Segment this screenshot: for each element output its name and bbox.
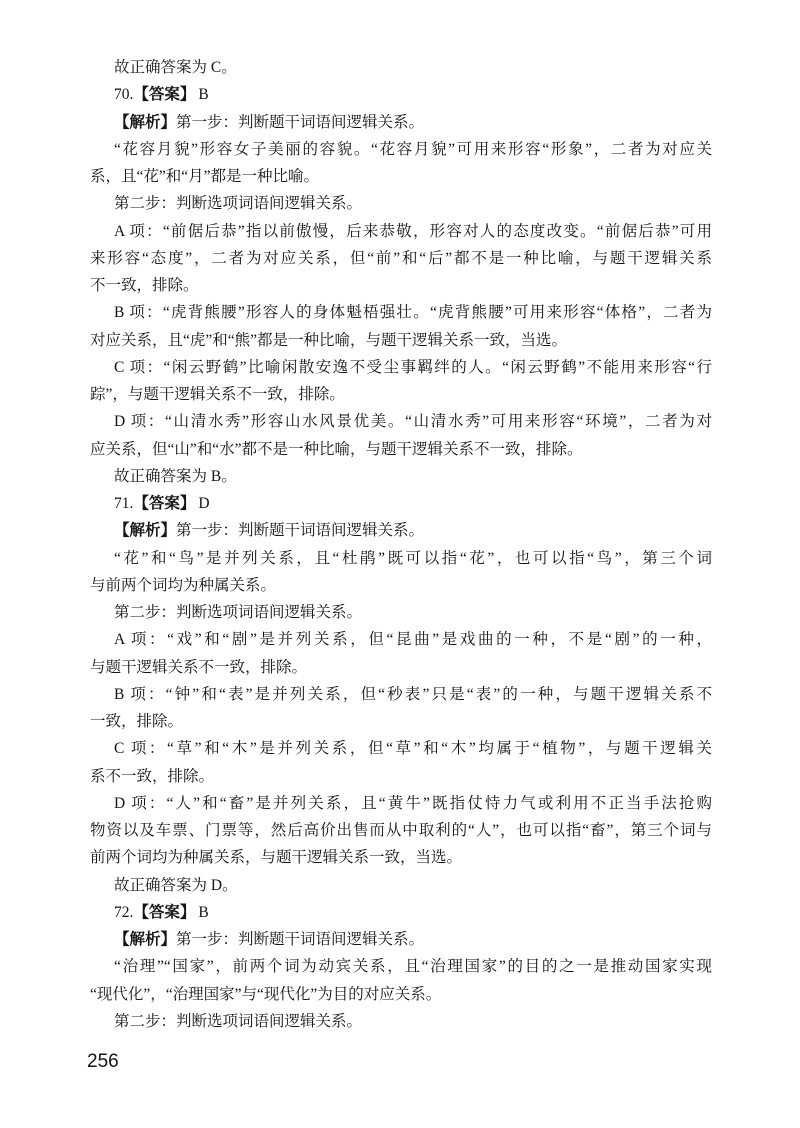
text-line: A 项：“戏”和“剧”是并列关系，但“昆曲”是戏曲的一种，不是“剧”的一种， [114, 631, 712, 649]
text-line: 第二步：判断选项词语间逻辑关系。 [114, 604, 363, 621]
text-line: 系，且“花”和“月”都是一种比喻。 [90, 168, 320, 185]
document-page [90, 54, 712, 1035]
analysis-tag: 【解析】 [114, 522, 177, 540]
text-line: B 项：“虎背熊腰”形容人的身体魁梧强壮。“虎背熊腰”可用来形容“体格”，二者为 [114, 304, 712, 322]
question-number: 71. [114, 495, 134, 512]
answer-value: B [198, 86, 209, 104]
text-line: 前两个词均为种属关系，与题干逻辑关系一致，当选。 [90, 849, 463, 867]
text-line: “现代化”，“治理国家”与“现代化”为目的对应关系。 [90, 985, 442, 1003]
question-number: 72. [114, 903, 134, 921]
conclusion-line: 故正确答案为 D。 [114, 876, 238, 894]
answer-tag: 【答案】 [133, 86, 196, 104]
analysis-tag: 【解析】 [114, 113, 177, 131]
question-number: 70. [114, 86, 134, 104]
answer-value: D [198, 495, 210, 512]
text-line: 来形容“态度”，二者为对应关系，但“前”和“后”都不是一种比喻，与题干逻辑关系 [90, 249, 712, 267]
analysis-heading [90, 517, 712, 544]
text-line: D 项：“人”和“畜”是并列关系，且“黄牛”既指仗恃力气或利用不正当手法抢购 [114, 794, 712, 812]
text-line: “花容月貌”形容女子美丽的容貌。“花容月貌”可用来形容“形象”，二者为对应关 [114, 140, 712, 158]
analysis-step: 第一步：判断题干词语间逻辑关系。 [176, 522, 425, 540]
text-line: 第二步：判断选项词语间逻辑关系。 [114, 195, 363, 213]
text-line: 第二步：判断选项词语间逻辑关系。 [114, 1012, 363, 1030]
text-line: 对应关系，且“虎”和“熊”都是一种比喻，与题干逻辑关系一致，当选。 [90, 331, 568, 349]
analysis-step: 第一步：判断题干词语间逻辑关系。 [176, 113, 425, 131]
text-line: 一致，排除。 [90, 713, 184, 730]
text-line: “治理”“国家”，前两个词为动宾关系，且“治理国家”的目的之一是推动国家实现 [114, 958, 712, 976]
conclusion-line: 故正确答案为 C。 [114, 59, 237, 76]
text-line: C 项：“闲云野鹤”比喻闲散安逸不受尘事羁绊的人。“闲云野鹤”不能用来形容“行 [114, 358, 712, 376]
answer-heading [90, 81, 712, 108]
analysis-step: 第一步：判断题干词语间逻辑关系。 [176, 931, 425, 948]
answer-heading [90, 899, 712, 926]
text-line: D 项：“山清水秀”形容山水风景优美。“山清水秀”可用来形容“环境”，二者为对 [114, 413, 712, 431]
analysis-tag: 【解析】 [114, 931, 177, 948]
analysis-heading [90, 926, 712, 953]
answer-heading [90, 490, 712, 517]
text-line: 系不一致，排除。 [90, 767, 215, 785]
text-line: C 项：“草”和“木”是并列关系，但“草”和“木”均属于“植物”，与题干逻辑关 [114, 740, 712, 758]
text-line: 与前两个词均为种属关系。 [90, 576, 277, 594]
text-line: 不一致，排除。 [90, 277, 199, 294]
text-line: 踪”，与题干逻辑关系不一致，排除。 [90, 386, 345, 403]
answer-value: B [198, 903, 209, 921]
text-line: 与题干逻辑关系不一致，排除。 [90, 658, 308, 676]
conclusion-line: 故正确答案为 B。 [114, 467, 237, 485]
answer-tag: 【答案】 [133, 903, 196, 921]
page-number: 256 [87, 1051, 119, 1072]
text-line: 物资以及车票、门票等，然后高价出售而从中取利的“人”，也可以指“畜”，第三个词与 [90, 822, 712, 839]
text-line: “花”和“鸟”是并列关系，且“杜鹃”既可以指“花”，也可以指“鸟”，第三个词 [114, 549, 712, 567]
text-line: B 项：“钟”和“表”是并列关系，但“秒表”只是“表”的一种，与题干逻辑关系不 [114, 685, 712, 703]
question-block-72 [90, 899, 712, 1035]
answer-tag: 【答案】 [133, 495, 196, 512]
text-line: 应关系，但“山”和“水”都不是一种比喻，与题干逻辑关系不一致，排除。 [90, 440, 583, 458]
text-line: A 项：“前倨后恭”指以前傲慢，后来恭敬，形容对人的态度改变。“前倨后恭”可用 [114, 222, 712, 240]
question-block-70 [90, 81, 712, 490]
analysis-heading [90, 109, 712, 136]
question-block-71 [90, 490, 712, 899]
